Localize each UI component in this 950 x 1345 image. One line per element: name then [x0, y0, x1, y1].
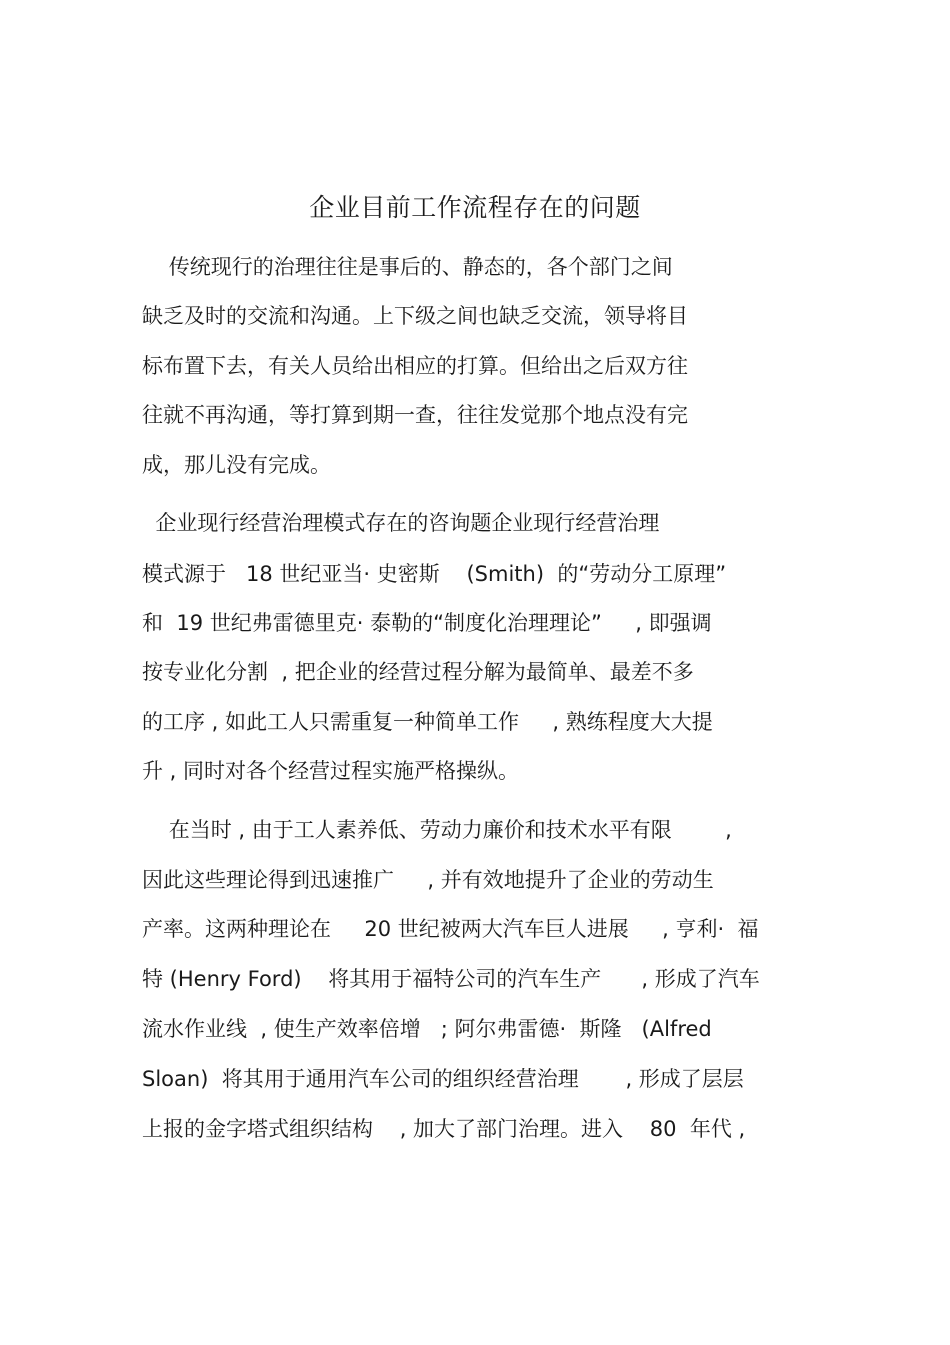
paragraph-2-line-4: 按专业化分割 , 把企业的经营过程分解为最简单、最差不多 — [142, 660, 694, 684]
paragraph-1-line-2: 缺乏及时的交流和沟通。上下级之间也缺乏交流，领导将目 — [142, 304, 688, 328]
paragraph-3-line-5: 流水作业线 , 使生产效率倍增 ; 阿尔弗雷德· 斯隆 (Alfred — [142, 1017, 712, 1041]
paragraph-3-line-4: 特 (Henry Ford) 将其用于福特公司的汽车生产 , 形成了汽车 — [142, 967, 760, 991]
paragraph-3-line-7: 上报的金字塔式组织结构 , 加大了部门治理。进入 80 年代 , — [142, 1117, 746, 1141]
paragraph-3-line-2: 因此这些理论得到迅速推广 , 并有效地提升了企业的劳动生 — [142, 868, 714, 892]
paragraph-1-line-1: 传统现行的治理往往是事后的、静态的，各个部门之间 — [142, 255, 673, 279]
paragraph-3-line-1: 在当时 , 由于工人素养低、劳动力廉价和技术水平有限 , — [142, 818, 732, 842]
paragraph-1-line-4: 往就不再沟通，等打算到期一查，往往发觉那个地点没有完 — [142, 403, 688, 427]
paragraph-2-line-6: 升 , 同时对各个经营过程实施严格操纵。 — [142, 759, 520, 783]
document-title: 企业目前工作流程存在的问题 — [309, 193, 641, 222]
paragraph-2-line-1: 企业现行经营治理模式存在的咨询题企业现行经营治理 — [142, 511, 660, 535]
paragraph-2-line-3: 和 19 世纪弗雷德里克· 泰勒的“制度化治理理论” , 即强调 — [142, 611, 712, 635]
paragraph-3-line-3: 产率。这两种理论在 20 世纪被两大汽车巨人进展 , 亨利· 福 — [142, 917, 759, 941]
paragraph-2-line-5: 的工序 , 如此工人只需重复一种简单工作 , 熟练程度大大提 — [142, 710, 713, 734]
paragraph-3-line-6: Sloan) 将其用于通用汽车公司的组织经营治理 , 形成了层层 — [142, 1067, 744, 1091]
paragraph-1-line-5: 成，那儿没有完成。 — [142, 453, 331, 477]
paragraph-1-line-3: 标布置下去，有关人员给出相应的打算。但给出之后双方往 — [142, 354, 688, 378]
paragraph-2-line-2: 模式源于 18 世纪亚当· 史密斯 (Smith) 的“劳动分工原理” — [142, 562, 727, 586]
